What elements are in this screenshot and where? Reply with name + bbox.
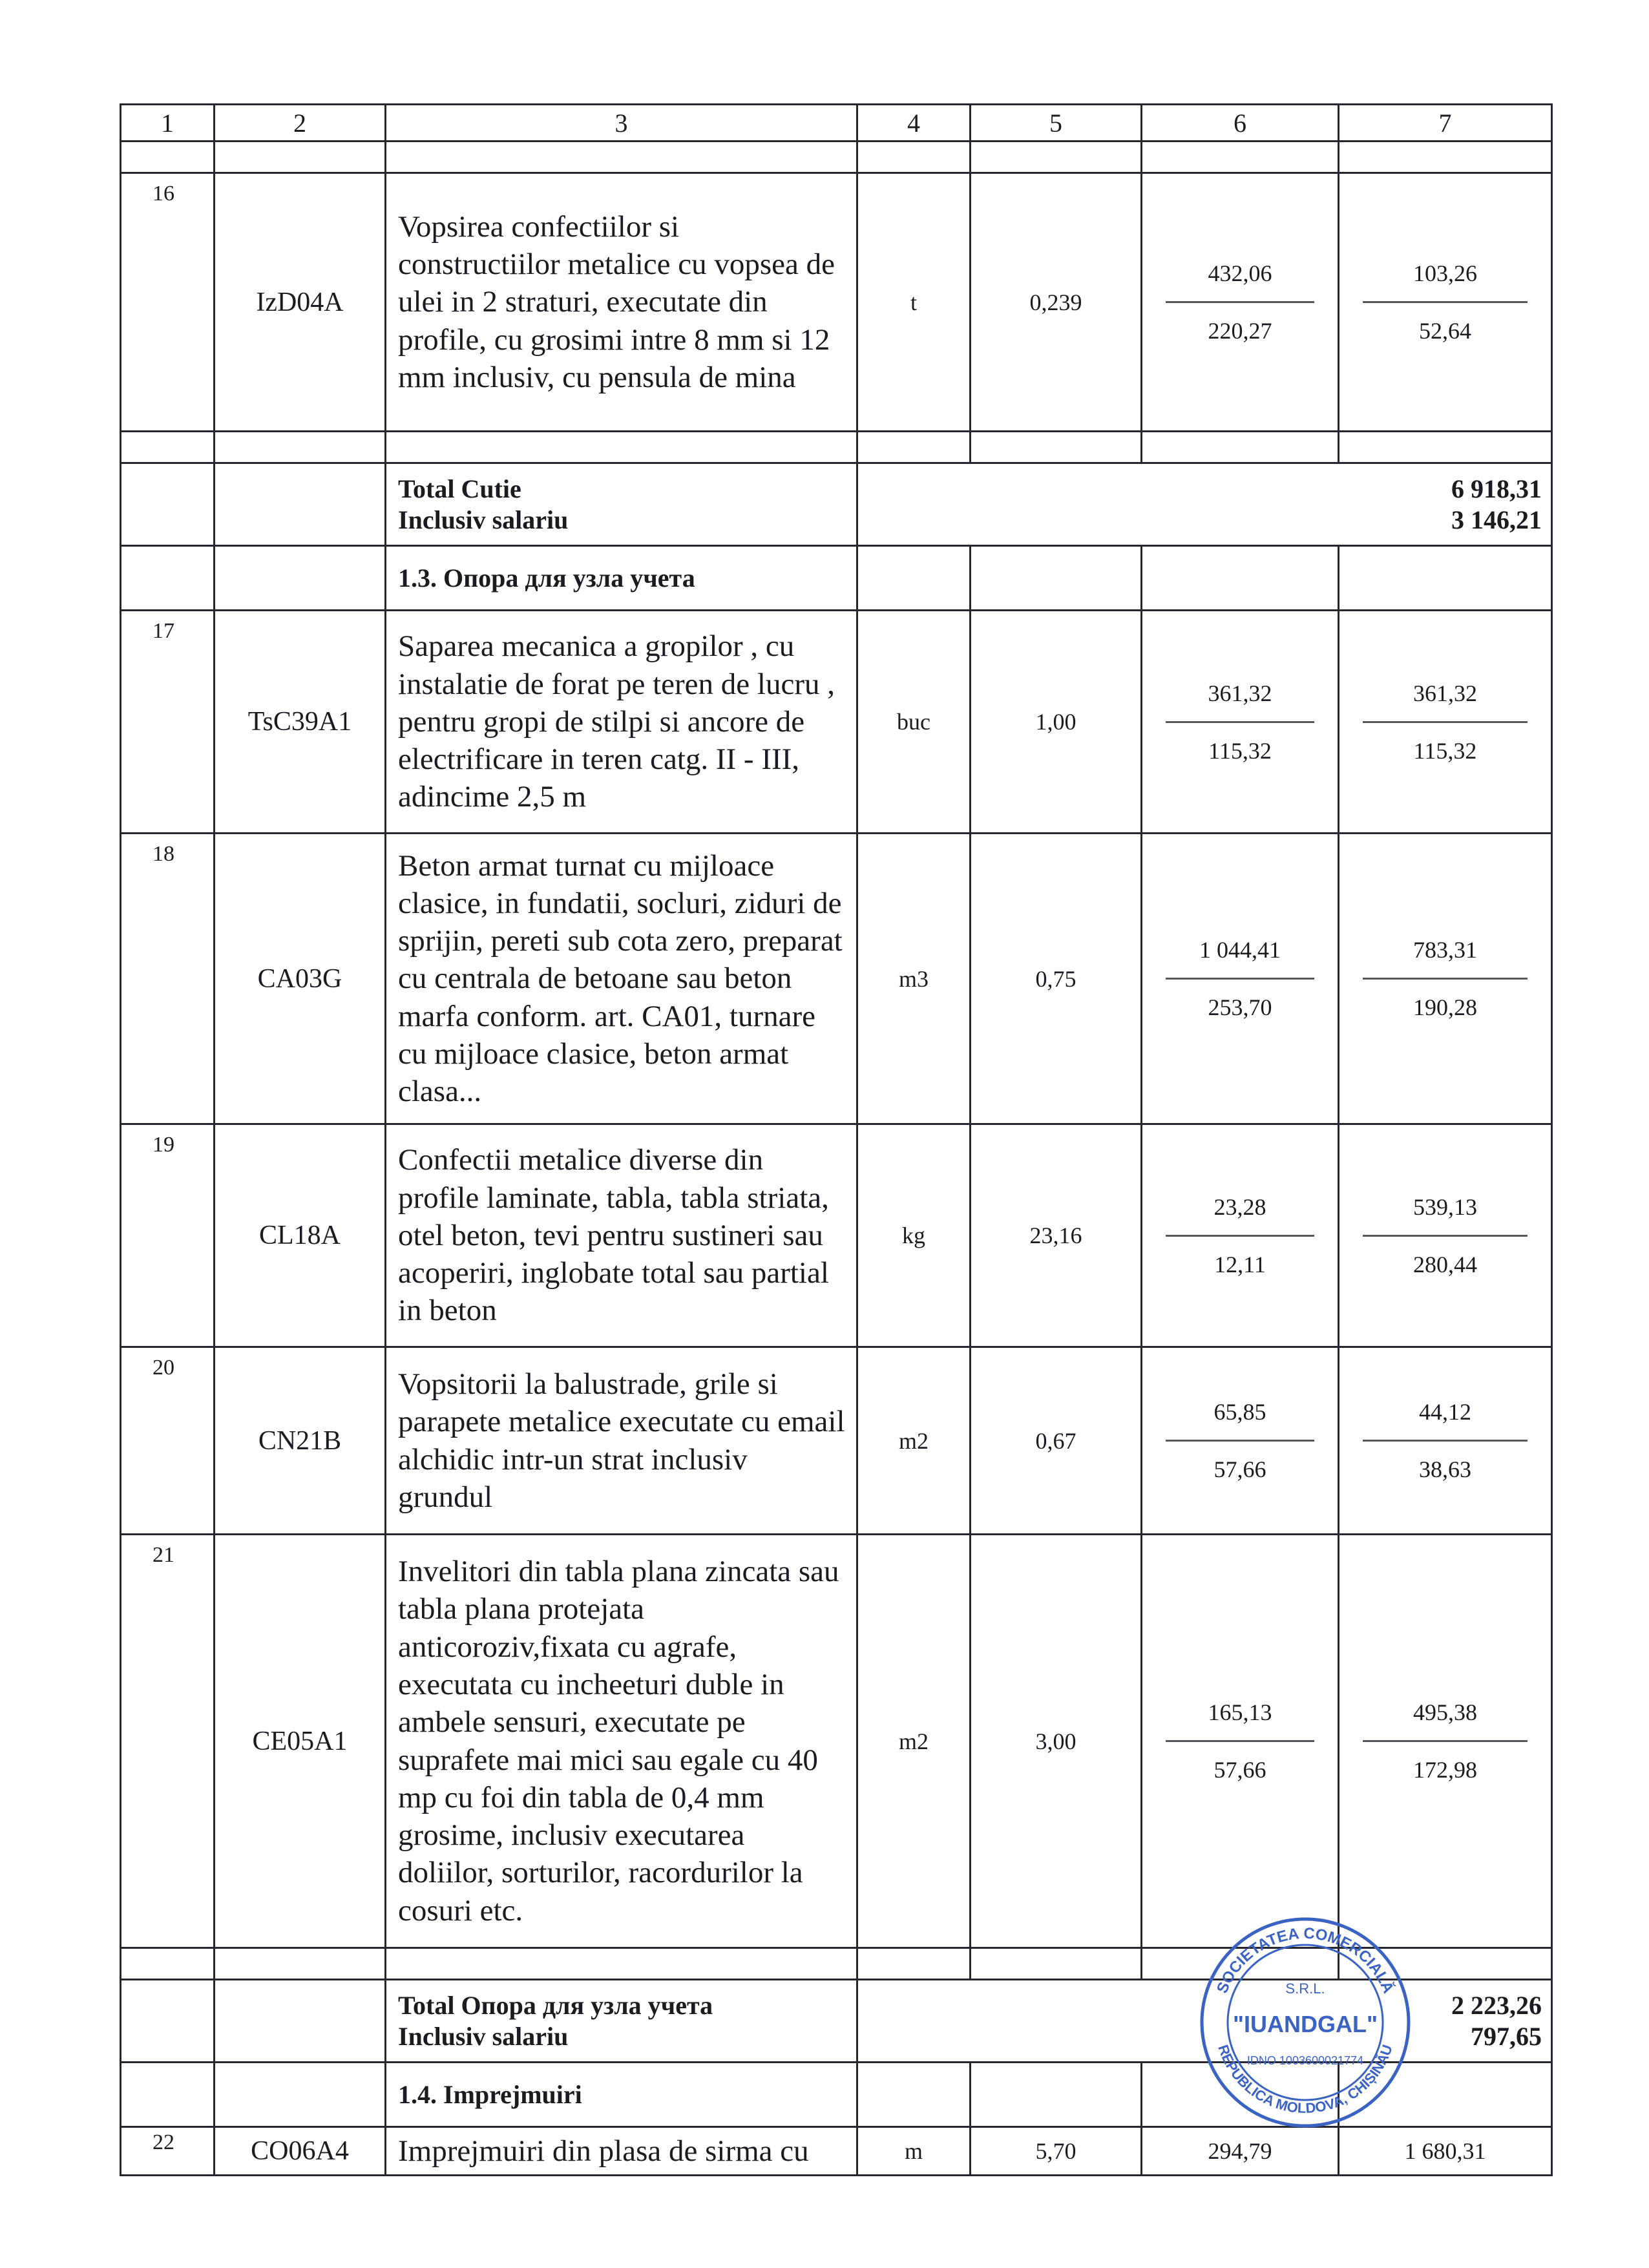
work-description: Vopsitorii la balustrade, grile si parapete metalice executate cu email alchidic intr-un strat inclusiv grundul [386,1347,857,1535]
norm-code: CN21B [215,1347,386,1535]
seal-srl-text: S.R.L. [1285,1980,1325,1997]
table-row [121,834,1552,1124]
table-row [121,2127,1552,2176]
row-number: 16 [121,173,215,432]
unit-price-salary: 57,66 [1166,1740,1314,1783]
quantity: 5,70 [971,2127,1142,2176]
unit-price-cell [1142,1347,1339,1535]
total-label: Total Опора для узла учета [398,1990,713,2020]
unit-price-cell [1142,173,1339,432]
row-number: 19 [121,1124,215,1347]
work-description: Vopsirea confectiilor si constructiilor metalice cu vopsea de ulei in 2 straturi, executate din profile, cu grosimi intre 8 mm si 12 mm inclusiv, cu pensula de mina [386,173,857,432]
unit-price-salary: 253,70 [1166,978,1314,1021]
unit-price: 294,79 [1142,2127,1339,2176]
col-header-4: 4 [857,105,971,142]
unit: t [857,173,971,432]
unit-price-cell [1142,1535,1339,1948]
norm-code: CO06A4 [215,2127,386,2176]
col-header-2: 2 [215,105,386,142]
total-price-cell [1339,834,1552,1124]
unit-price-salary: 115,32 [1166,721,1314,764]
work-description: Invelitori din tabla plana zincata sau tabla plana protejata anticoroziv,fixata cu agrafe, executata cu incheeturi duble in ambele sensuri, executate pe suprafete mai mici sau egale cu 40 mp cu foi din tabla de 0,4 mm grosime, inclusiv executarea doliilor, sorturilor, racordurilor la cosuri etc. [386,1535,857,1948]
total-price-cell [1339,173,1552,432]
unit-price: 65,85 [1213,1399,1266,1425]
total-price-salary: 280,44 [1363,1235,1528,1278]
norm-code: CA03G [215,834,386,1124]
total-price-cell [1339,1535,1552,1948]
quantity: 0,75 [971,834,1142,1124]
work-description: Beton armat turnat cu mijloace clasice, in fundatii, socluri, ziduri de sprijin, pereti sub cota zero, preparat cu centrala de betoane sau beton marfa conform. art. CA01, turnare cu mijloace clasice, beton armat clasa... [386,834,857,1124]
seal-bottom-text: REPUBLICA MOLDOVA, CHIȘINĂU [1215,2042,1396,2117]
total-salary-value: 3 146,21 [1451,505,1542,534]
quantity: 0,67 [971,1347,1142,1535]
table-row [121,1124,1552,1347]
norm-code: CE05A1 [215,1535,386,1948]
total-salary-label: Inclusiv salariu [398,2021,569,2051]
total-price-cell [1339,1347,1552,1535]
total-salary-value: 797,65 [1471,2021,1542,2051]
total-price: 44,12 [1419,1399,1471,1425]
norm-code: TsC39A1 [215,611,386,834]
section-title: 1.3. Опора для узла учета [386,546,857,611]
row-number: 17 [121,611,215,834]
unit-price-cell [1142,611,1339,834]
row-number: 21 [121,1535,215,1948]
row-number: 22 [121,2127,215,2176]
unit: m3 [857,834,971,1124]
spacer-row [121,432,1552,463]
total-row [121,463,1552,546]
total-label-cell [386,463,857,546]
unit-price-salary: 12,11 [1166,1235,1314,1278]
unit: m2 [857,1535,971,1948]
unit: m [857,2127,971,2176]
quantity: 0,239 [971,173,1142,432]
total-price-salary: 52,64 [1363,301,1528,344]
total-price: 783,31 [1413,937,1477,963]
col-header-6: 6 [1142,105,1339,142]
col-header-3: 3 [386,105,857,142]
unit-price-salary: 220,27 [1166,301,1314,344]
total-price-salary: 190,28 [1363,978,1528,1021]
total-price-salary: 172,98 [1363,1740,1528,1783]
unit-price-cell [1142,834,1339,1124]
estimate-table [120,103,1553,2176]
spacer-row [121,142,1552,173]
work-description: Imprejmuiri din plasa de sirma cu [386,2127,857,2176]
table-row [121,1347,1552,1535]
unit: m2 [857,1347,971,1535]
total-label: Total Cutie [398,474,521,503]
col-header-5: 5 [971,105,1142,142]
company-seal [1195,1913,1415,2132]
total-value-cell [857,463,1552,546]
norm-code: IzD04A [215,173,386,432]
unit-price-salary: 57,66 [1166,1440,1314,1483]
norm-code: CL18A [215,1124,386,1347]
total-price: 103,26 [1413,260,1477,286]
work-description: Saparea mecanica a gropilor , cu instalatie de forat pe teren de lucru , pentru gropi de stilpi si ancore de electrificare in teren catg. II - III, adincime 2,5 m [386,611,857,834]
table-row [121,611,1552,834]
table-row [121,1535,1552,1948]
quantity: 3,00 [971,1535,1142,1948]
table-row [121,173,1552,432]
unit: kg [857,1124,971,1347]
total-price: 495,38 [1413,1699,1477,1725]
total-salary-label: Inclusiv salariu [398,505,569,534]
unit-price: 23,28 [1213,1193,1266,1220]
total-price-cell [1339,1124,1552,1347]
unit-price: 1 044,41 [1199,937,1281,963]
unit-price: 361,32 [1208,680,1272,706]
quantity: 1,00 [971,611,1142,834]
total-price: 361,32 [1413,680,1477,706]
col-header-7: 7 [1339,105,1552,142]
total-price-salary: 38,63 [1363,1440,1528,1483]
seal-company-name: "IUANDGAL" [1232,2011,1378,2037]
total-value: 6 918,31 [1451,474,1542,503]
seal-idno-text: IDNO 1003600021774 [1246,2054,1364,2067]
seal-top-text: SOCIETATEA COMERCIALĂ [1213,1924,1398,1996]
column-number-row [121,105,1552,142]
col-header-1: 1 [121,105,215,142]
row-number: 20 [121,1347,215,1535]
total-price: 1 680,31 [1339,2127,1552,2176]
total-label-cell [386,1980,857,2063]
work-description: Confectii metalice diverse din profile laminate, tabla, tabla striata, otel beton, tevi pentru sustineri sau acoperiri, inglobate total sau partial in beton [386,1124,857,1347]
unit-price: 432,06 [1208,260,1272,286]
section-row [121,546,1552,611]
section-title: 1.4. Imprejmuiri [386,2063,857,2127]
unit-price: 165,13 [1208,1699,1272,1725]
quantity: 23,16 [971,1124,1142,1347]
row-number: 18 [121,834,215,1124]
total-value: 2 223,26 [1451,1990,1542,2020]
total-price-cell [1339,611,1552,834]
total-price: 539,13 [1413,1193,1477,1220]
total-price-salary: 115,32 [1363,721,1528,764]
unit: buc [857,611,971,834]
unit-price-cell [1142,1124,1339,1347]
